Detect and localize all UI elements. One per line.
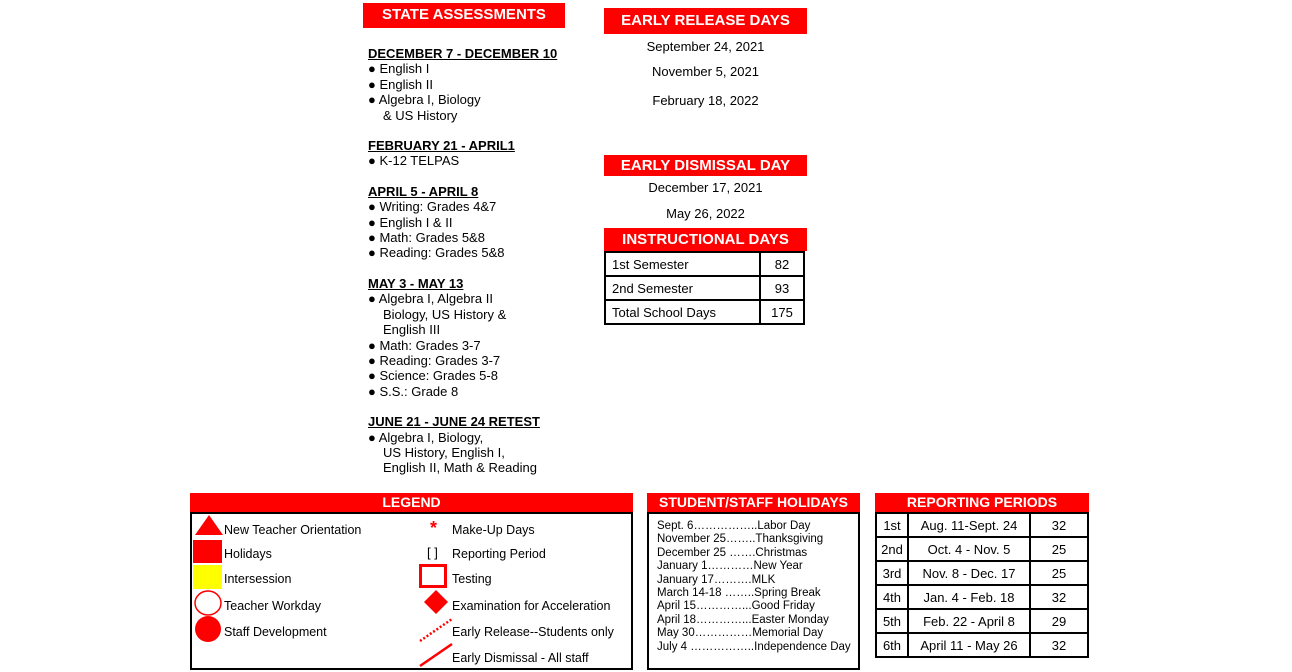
early-dismissal-date: December 17, 2021 [648, 180, 763, 195]
legend-holidays: Holidays [224, 547, 272, 561]
table-row [876, 633, 1088, 657]
row-label: 1st Semester [605, 252, 760, 276]
holiday-row: April 15…………...Good Friday [657, 600, 815, 613]
early-dismissal-title: EARLY DISMISSAL DAY [604, 155, 807, 176]
list-item: ● S.S.: Grade 8 [368, 383, 459, 399]
open-circle-icon [193, 589, 223, 617]
list-item: US History, English I, [383, 444, 505, 460]
diamond-icon [423, 589, 449, 615]
early-release-title: EARLY RELEASE DAYS [604, 8, 807, 34]
legend-box [190, 512, 633, 670]
assessment-section [368, 184, 608, 261]
section-title: FEBRUARY 21 - APRIL1 [368, 138, 515, 154]
list-item: ● Algebra I, Algebra II [368, 291, 493, 307]
state-assessments-title: STATE ASSESSMENTS [363, 3, 565, 28]
list-item: ● Algebra I, Biology [368, 92, 481, 108]
range-cell: Feb. 22 - April 8 [908, 609, 1030, 633]
holiday-row: Sept. 6……………..Labor Day [657, 520, 811, 532]
legend-early-release: Early Release--Students only [452, 625, 614, 639]
reporting-periods-table [875, 512, 1089, 658]
legend-new-teacher: New Teacher Orientation [224, 523, 362, 537]
assessment-section [368, 276, 608, 399]
holiday-row: April 18…………...Easter Monday [657, 613, 829, 626]
legend-staff-development: Staff Development [224, 625, 327, 639]
early-release-date: November 5, 2021 [652, 64, 759, 79]
range-cell: April 11 - May 26 [908, 633, 1030, 657]
list-item: ● Science: Grades 5-8 [368, 368, 498, 384]
row-value: 93 [760, 276, 804, 300]
period-cell: 1st [876, 513, 908, 537]
table-row [876, 537, 1088, 561]
list-item: ● Math: Grades 5&8 [368, 230, 485, 246]
early-release-date: February 18, 2022 [652, 93, 759, 108]
row-value: 175 [760, 300, 804, 324]
list-item: & US History [383, 107, 458, 123]
legend-title: LEGEND [190, 493, 633, 512]
triangle-icon [194, 514, 224, 536]
legend-testing: Testing [452, 572, 492, 586]
table-row [876, 561, 1088, 585]
legend-reporting-period: Reporting Period [452, 547, 546, 561]
days-cell: 32 [1030, 513, 1088, 537]
row-label: Total School Days [605, 300, 760, 324]
table-row [876, 513, 1088, 537]
row-value: 82 [760, 252, 804, 276]
instructional-days-table [604, 251, 805, 325]
period-cell: 2nd [876, 537, 908, 561]
days-cell: 25 [1030, 561, 1088, 585]
list-item: ● Writing: Grades 4&7 [368, 199, 497, 215]
assessment-section [368, 414, 608, 476]
legend-early-dismissal: Early Dismissal - All staff [452, 651, 589, 665]
holidays-box [647, 512, 860, 670]
legend-makeup: Make-Up Days [452, 523, 535, 537]
list-item: ● English I & II [368, 214, 453, 230]
list-item: ● English II [368, 76, 433, 92]
list-item: English II, Math & Reading [383, 460, 537, 476]
holiday-row: July 4 ……………..Independence Day [657, 640, 851, 653]
intersession-square-icon [193, 565, 222, 589]
list-item: ● Algebra I, Biology, [368, 429, 484, 445]
bracket-icon: [ ] [427, 545, 438, 560]
days-cell: 25 [1030, 537, 1088, 561]
instructional-days-title: INSTRUCTIONAL DAYS [604, 228, 807, 251]
solid-line-icon [418, 642, 454, 668]
filled-circle-icon [193, 615, 223, 643]
section-title: JUNE 21 - JUNE 24 RETEST [368, 414, 540, 430]
early-release-date: September 24, 2021 [646, 39, 765, 54]
holidays-title: STUDENT/STAFF HOLIDAYS [647, 493, 860, 512]
holiday-row: March 14-18 ……..Spring Break [657, 587, 821, 600]
section-title: MAY 3 - MAY 13 [368, 275, 464, 291]
table-row [876, 609, 1088, 633]
assessment-section [368, 138, 608, 169]
holiday-square-icon [193, 540, 222, 563]
days-cell: 29 [1030, 609, 1088, 633]
list-item: Biology, US History & [383, 306, 507, 322]
testing-box-icon [419, 564, 447, 588]
dotted-line-icon [418, 617, 454, 643]
list-item: ● K-12 TELPAS [368, 153, 460, 169]
list-item: ● English I [368, 61, 430, 77]
list-item: ● Reading: Grades 5&8 [368, 245, 505, 261]
range-cell: Aug. 11-Sept. 24 [908, 513, 1030, 537]
table-row [605, 252, 804, 276]
list-item: English III [383, 322, 441, 338]
days-cell: 32 [1030, 633, 1088, 657]
holiday-row: November 25……..Thanksgiving [657, 533, 824, 546]
range-cell: Nov. 8 - Dec. 17 [908, 561, 1030, 585]
asterisk-icon: * [430, 518, 438, 538]
state-assessments-list [368, 46, 608, 491]
legend-exam: Examination for Acceleration [452, 599, 611, 613]
holiday-row: January 1…………New Year [657, 560, 803, 573]
legend-intersession: Intersession [224, 572, 292, 586]
row-label: 2nd Semester [605, 276, 760, 300]
section-title: APRIL 5 - APRIL 8 [368, 183, 479, 199]
table-row [605, 300, 804, 324]
table-row [605, 276, 804, 300]
list-item: ● Reading: Grades 3-7 [368, 352, 501, 368]
range-cell: Jan. 4 - Feb. 18 [908, 585, 1030, 609]
period-cell: 5th [876, 609, 908, 633]
list-item: ● Math: Grades 3-7 [368, 337, 481, 353]
range-cell: Oct. 4 - Nov. 5 [908, 537, 1030, 561]
reporting-periods-title: REPORTING PERIODS [875, 493, 1089, 512]
days-cell: 32 [1030, 585, 1088, 609]
table-row [876, 585, 1088, 609]
holiday-row: December 25 …….Christmas [657, 546, 808, 559]
period-cell: 3rd [876, 561, 908, 585]
section-title: DECEMBER 7 - DECEMBER 10 [368, 46, 558, 61]
assessment-section [368, 46, 608, 123]
early-dismissal-date: May 26, 2022 [666, 206, 745, 221]
holiday-row: May 30……………Memorial Day [657, 627, 824, 640]
legend-workday: Teacher Workday [224, 599, 322, 613]
period-cell: 6th [876, 633, 908, 657]
holiday-row: January 17……….MLK [657, 573, 776, 586]
period-cell: 4th [876, 585, 908, 609]
